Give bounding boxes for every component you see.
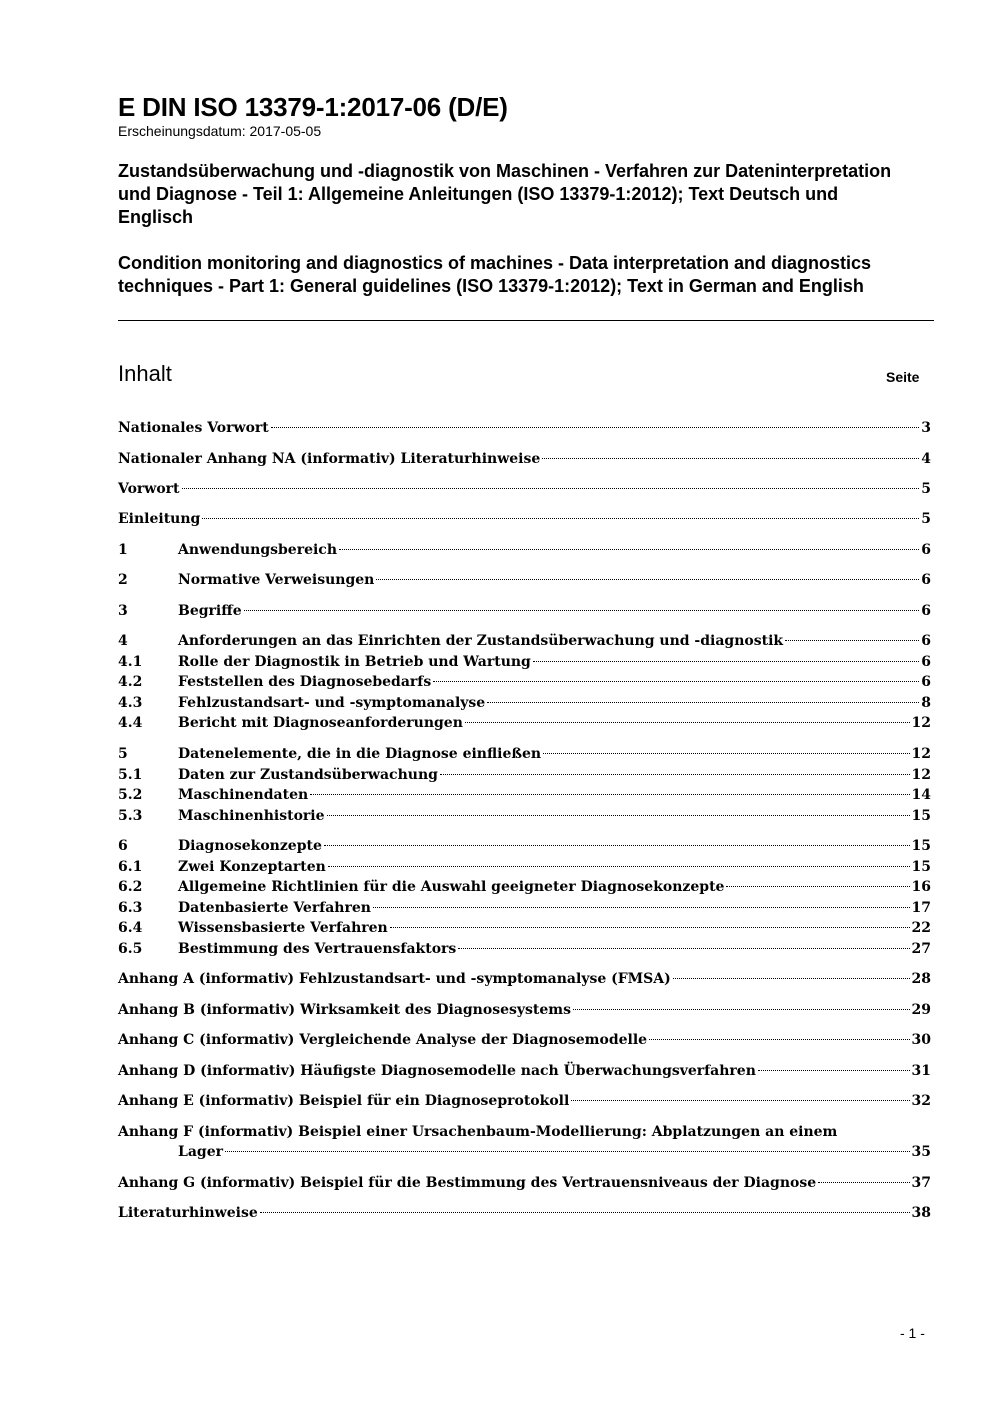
toc-entry-title: Feststellen des Diagnosebedarfs <box>178 674 432 690</box>
page-number: - 1 - <box>900 1325 925 1341</box>
toc-entry-page: 14 <box>911 787 931 803</box>
toc-entry-page: 15 <box>911 838 931 854</box>
toc-entry-title: Fehlzustandsart- und -symptomanalyse <box>178 695 486 711</box>
dot-leader <box>458 948 909 949</box>
toc-entry-page: 6 <box>921 654 931 670</box>
toc-entry-page: 35 <box>911 1144 931 1160</box>
toc-entry-page: 32 <box>911 1093 931 1109</box>
toc-entry-title: Einleitung <box>118 511 201 527</box>
toc-entry-page: 6 <box>921 572 931 588</box>
dot-leader <box>182 488 920 489</box>
toc-entry-title: Literaturhinweise <box>118 1205 258 1221</box>
toc-entry-title: Zwei Konzeptarten <box>178 859 326 875</box>
toc-entry-number: 1 <box>118 542 128 558</box>
toc-entry[interactable] <box>118 969 931 989</box>
toc-entry-page: 12 <box>911 715 931 731</box>
toc-entry-title: Anhang D (informativ) Häufigste Diagnosemodelle nach Überwachungsverfahren <box>118 1063 756 1079</box>
toc-entry[interactable] <box>118 1173 931 1193</box>
toc-entry-number: 6.5 <box>118 941 143 957</box>
toc-entry-number: 5.1 <box>118 767 143 783</box>
toc-entry[interactable] <box>118 631 931 651</box>
toc-entry[interactable] <box>118 570 931 590</box>
toc-entry-number: 4.3 <box>118 695 143 711</box>
publication-date: Erscheinungsdatum: 2017-05-05 <box>118 123 322 139</box>
toc-entry[interactable] <box>118 1091 931 1111</box>
dot-leader <box>571 1100 909 1101</box>
toc-entry-page: 12 <box>911 746 931 762</box>
title-divider <box>118 320 934 321</box>
toc-entry-title: Vorwort <box>118 481 180 497</box>
dot-leader <box>533 661 919 662</box>
dot-leader <box>324 845 910 846</box>
dot-leader <box>465 722 910 723</box>
toc-entry-title: Begriffe <box>178 603 242 619</box>
toc-entry-title: Datenbasierte Verfahren <box>178 900 371 916</box>
toc-entry[interactable] <box>118 1030 931 1050</box>
toc-entry-title: Maschinendaten <box>178 787 309 803</box>
toc-entry-number: 6 <box>118 838 128 854</box>
dot-leader <box>271 427 920 428</box>
toc-entry[interactable] <box>118 877 931 897</box>
dot-leader <box>260 1212 910 1213</box>
document-id: E DIN ISO 13379-1:2017-06 (D/E) <box>118 92 508 122</box>
toc-entry[interactable] <box>118 449 931 469</box>
toc-entry-page: 4 <box>921 451 931 467</box>
toc-entry-page: 30 <box>911 1032 931 1048</box>
toc-entry-title: Anhang C (informativ) Vergleichende Analyse der Diagnosemodelle <box>118 1032 648 1048</box>
toc-entry[interactable] <box>118 1061 931 1081</box>
toc-entry-page: 5 <box>921 481 931 497</box>
dot-leader <box>244 610 920 611</box>
toc-entry[interactable] <box>118 785 931 805</box>
toc-entry-page: 6 <box>921 674 931 690</box>
toc-entry[interactable] <box>118 479 931 499</box>
toc-entry-page: 27 <box>911 941 931 957</box>
toc-entry-title: Nationaler Anhang NA (informativ) Literaturhinweise <box>118 451 541 467</box>
dot-leader <box>649 1039 909 1040</box>
toc-entry[interactable] <box>118 540 931 560</box>
toc-entry[interactable] <box>118 806 931 826</box>
toc-entry-title-continued: Lager <box>178 1144 223 1160</box>
toc-entry-title: Nationales Vorwort <box>118 420 269 436</box>
toc-entry[interactable] <box>118 693 931 713</box>
toc-entry-page: 6 <box>921 542 931 558</box>
toc-entry-title: Bestimmung des Vertrauensfaktors <box>178 941 457 957</box>
toc-entry-title: Rolle der Diagnostik in Betrieb und Wartung <box>178 654 531 670</box>
toc-entry-number: 4.4 <box>118 715 143 731</box>
toc-entry[interactable] <box>118 898 931 918</box>
toc-entry-title: Anhang A (informativ) Fehlzustandsart- und -symptomanalyse (FMSA) <box>118 971 671 987</box>
toc-entry-page: 22 <box>911 920 931 936</box>
toc-entry[interactable] <box>118 652 931 672</box>
dot-leader <box>726 886 909 887</box>
toc-entry-title: Daten zur Zustandsüberwachung <box>178 767 438 783</box>
toc-entry-title: Anwendungsbereich <box>178 542 337 558</box>
toc-entry-title: Datenelemente, die in die Diagnose einfließen <box>178 746 542 762</box>
toc-entry-page: 12 <box>911 767 931 783</box>
dot-leader <box>225 1151 910 1152</box>
toc-entry[interactable] <box>118 601 931 621</box>
toc-entry-title: Anhang E (informativ) Beispiel für ein Diagnoseprotokoll <box>118 1093 570 1109</box>
toc-entry-page: 6 <box>921 633 931 649</box>
toc-entry-page: 3 <box>921 420 931 436</box>
toc-entry-number: 2 <box>118 572 128 588</box>
dot-leader <box>818 1182 909 1183</box>
toc-entry-title: Allgemeine Richtlinien für die Auswahl geeigneter Diagnosekonzepte <box>178 879 725 895</box>
toc-entry-page: 37 <box>911 1175 931 1191</box>
toc-entry[interactable] <box>118 918 931 938</box>
toc-entry-page: 16 <box>911 879 931 895</box>
title-english: Condition monitoring and diagnostics of machines - Data interpretation and diagnostics techniques - Part 1: General guidelines (ISO 13379-1:2012); Text in German and English <box>118 253 872 296</box>
toc-entry-page: 31 <box>911 1063 931 1079</box>
dot-leader <box>573 1009 910 1010</box>
toc-entry[interactable] <box>118 1000 931 1020</box>
dot-leader <box>673 978 910 979</box>
dot-leader <box>373 907 910 908</box>
dot-leader <box>376 579 919 580</box>
toc-entry-number: 5.3 <box>118 808 143 824</box>
toc-entry-number: 4.1 <box>118 654 143 670</box>
toc-entry-title: Anforderungen an das Einrichten der Zustandsüberwachung und -diagnostik <box>178 633 784 649</box>
toc-entry-page: 6 <box>921 603 931 619</box>
toc-entry-title: Normative Verweisungen <box>178 572 375 588</box>
toc-entry-title: Maschinenhistorie <box>178 808 325 824</box>
dot-leader <box>390 927 910 928</box>
toc-entry-number: 6.2 <box>118 879 143 895</box>
toc-entry[interactable] <box>118 765 931 785</box>
toc-entry-page: 29 <box>911 1002 931 1018</box>
dot-leader <box>487 702 919 703</box>
toc-entry-page: 8 <box>921 695 931 711</box>
toc-entry[interactable] <box>118 857 931 877</box>
toc-entry[interactable] <box>118 418 931 438</box>
toc-entry-title: Diagnosekonzepte <box>178 838 322 854</box>
toc-entry-title: Wissensbasierte Verfahren <box>178 920 388 936</box>
toc-entry[interactable] <box>118 939 931 959</box>
toc-entry-title: Anhang G (informativ) Beispiel für die Bestimmung des Vertrauensniveaus der Diagnose <box>118 1175 817 1191</box>
toc-entry-number: 6.1 <box>118 859 143 875</box>
toc-entry[interactable] <box>118 1122 931 1162</box>
toc-entry-number: 4 <box>118 633 128 649</box>
toc-entry[interactable] <box>118 744 931 764</box>
toc-entry-number: 5.2 <box>118 787 143 803</box>
dot-leader <box>785 640 919 641</box>
toc-entry-page: 17 <box>911 900 931 916</box>
toc-entry[interactable] <box>118 1203 931 1223</box>
toc-entry-title: Anhang F (informativ) Beispiel einer Ursachenbaum-Modellierung: Abplatzungen an einem <box>118 1124 838 1140</box>
toc-entry-page: 28 <box>911 971 931 987</box>
dot-leader <box>433 681 919 682</box>
toc-entry-number: 6.4 <box>118 920 143 936</box>
title-german: Zustandsüberwachung und -diagnostik von Maschinen - Verfahren zur Dateninterpretation und Diagnose - Teil 1: Allgemeine Anleitungen (ISO 13379-1:2012); Text Deutsch und Englisch <box>118 161 892 227</box>
toc-entry[interactable] <box>118 836 931 856</box>
toc-entry-number: 6.3 <box>118 900 143 916</box>
toc-heading: Inhalt <box>118 361 172 386</box>
dot-leader <box>758 1070 910 1071</box>
dot-leader <box>327 815 910 816</box>
toc-entry-number: 4.2 <box>118 674 143 690</box>
toc-entry-number: 5 <box>118 746 128 762</box>
dot-leader <box>543 753 909 754</box>
toc-entry-number: 3 <box>118 603 128 619</box>
dot-leader <box>328 866 910 867</box>
dot-leader <box>542 458 919 459</box>
toc-page-column-label: Seite <box>886 369 920 385</box>
dot-leader <box>440 774 910 775</box>
toc-entry-title: Bericht mit Diagnoseanforderungen <box>178 715 463 731</box>
toc-entry[interactable] <box>118 672 931 692</box>
dot-leader <box>202 518 919 519</box>
dot-leader <box>310 794 909 795</box>
toc-entry-page: 5 <box>921 511 931 527</box>
dot-leader <box>339 549 919 550</box>
toc-entry-title: Anhang B (informativ) Wirksamkeit des Diagnosesystems <box>118 1002 571 1018</box>
toc-entry-page: 15 <box>911 859 931 875</box>
toc-entry-page: 38 <box>911 1205 931 1221</box>
toc-entry[interactable] <box>118 713 931 733</box>
toc-entry[interactable] <box>118 509 931 529</box>
toc-entry-page: 15 <box>911 808 931 824</box>
